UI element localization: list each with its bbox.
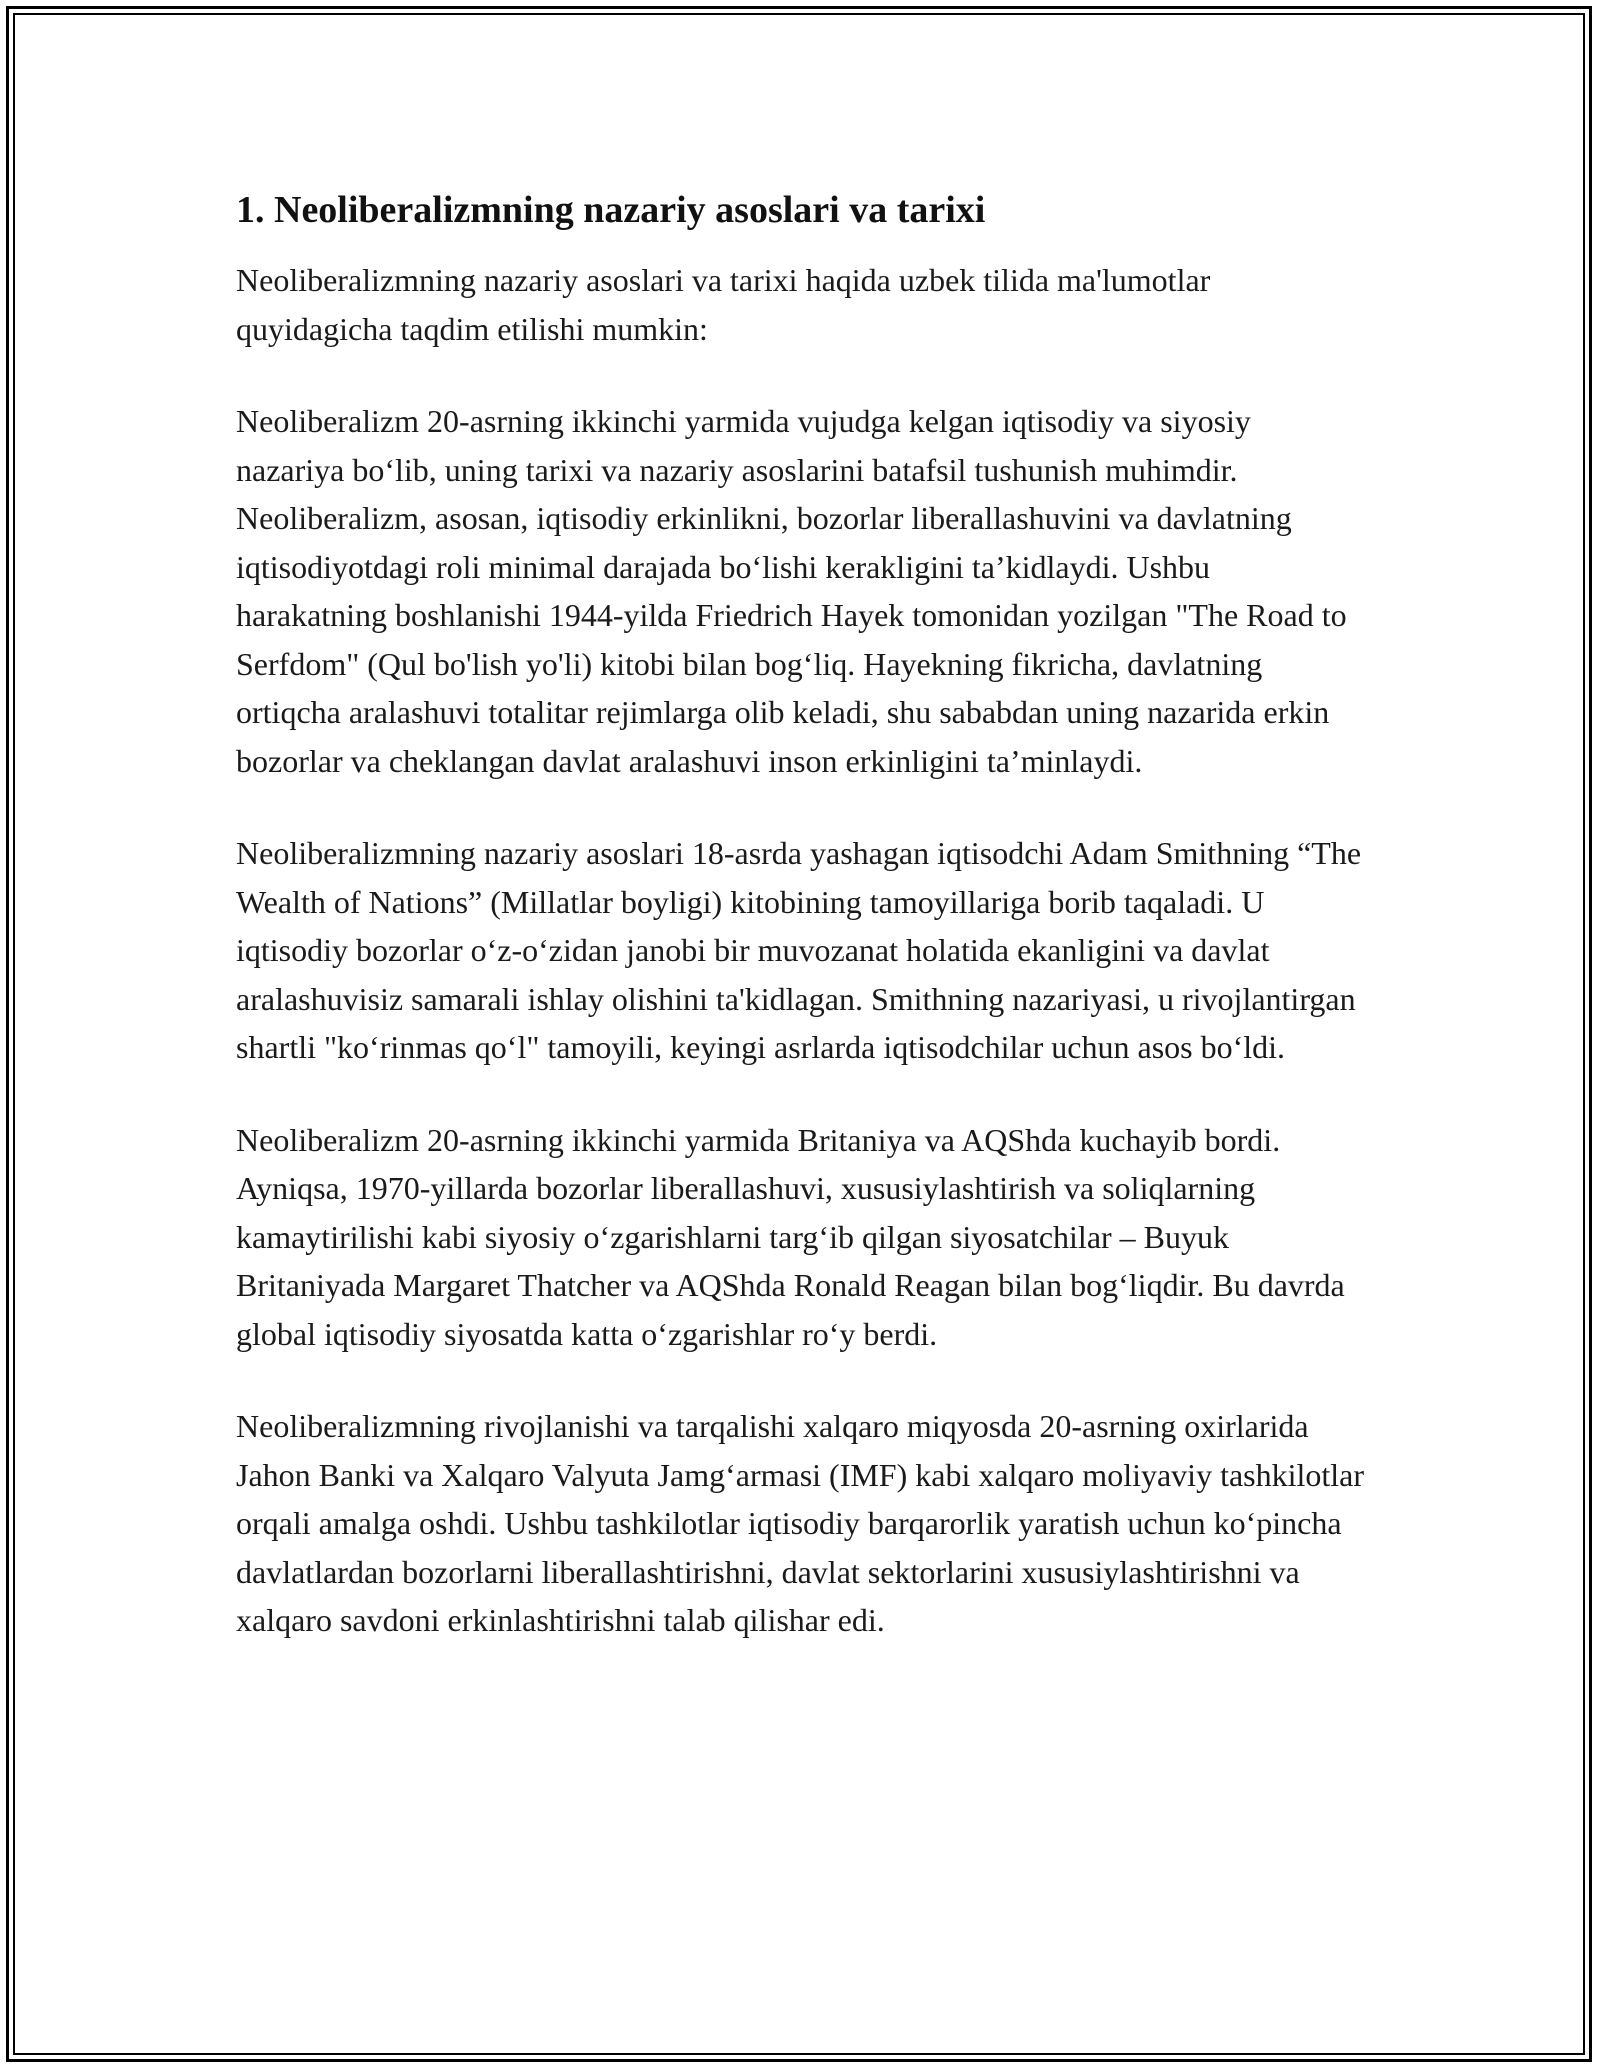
paragraph-international: Neoliberalizmning rivojlanishi va tarqalishi xalqaro miqyosda 20-asrning oxirlarida Jahon Banki va Xalqaro Valyuta Jamg‘armasi (IMF) kabi xalqaro moliyaviy tashkilotlar orqali amalga oshdi. Ushbu tashkilotlar iqtisodiy barqarorlik yaratish uchun ko‘pincha davlatlardan bozorlarni liberallashtirishni, davlat sektorlarini xususiylashtirishni va xalqaro savdoni erkinlashtirishni talab qilishar edi. <box>236 1408 1365 1638</box>
paragraph-hayek: Neoliberalizm 20-asrning ikkinchi yarmida vujudga kelgan iqtisodiy va siyosiy nazariya bo‘lib, uning tarixi va nazariy asoslarini batafsil tushunish muhimdir. Neoliberalizm, asosan, iqtisodiy erkinlikni, bozorlar liberallashuvini va davlatning iqtisodiyotdagi roli minimal darajada bo‘lishi kerakligini ta’kidlaydi. Ushbu harakatning boshlanishi 1944-yilda Friedrich Hayek tomonidan yozilgan "The Road to Serfdom" (Qul bo'lish yo'li) kitobi bilan bog‘liq. Hayekning fikricha, davlatning ortiqcha aralashuvi totalitar rejimlarga olib keladi, shu sababdan uning nazarida erkin bozorlar va cheklangan davlat aralashuvi inson erkinligini ta’minlaydi. <box>236 403 1347 779</box>
intro-paragraph: Neoliberalizmning nazariy asoslari va tarixi haqida uzbek tilida ma'lumotlar quyidagicha taqdim etilishi mumkin: <box>236 262 1211 347</box>
section-heading: 1. Neoliberalizmning nazariy asoslari va tarixi <box>236 189 986 231</box>
document-body <box>236 186 1366 1689</box>
paragraph-thatcher-reagan: Neoliberalizm 20-asrning ikkinchi yarmida Britaniya va AQShda kuchayib bordi. Ayniqsa, 1970-yillarda bozorlar liberallashuvi, xususiylashtirish va soliqlarning kamaytirilishi kabi siyosiy o‘zgarishlarni targ‘ib qilgan siyosatchilar – Buyuk Britaniyada Margaret Thatcher va AQShda Ronald Reagan bilan bog‘liqdir. Bu davrda global iqtisodiy siyosatda katta o‘zgarishlar ro‘y berdi. <box>236 1121 1345 1352</box>
paragraph-adam-smith: Neoliberalizmning nazariy asoslari 18-asrda yashagan iqtisodchi Adam Smithning “The Wealth of Nations” (Millatlar boyligi) kitobining tamoyillariga borib taqaladi. U iqtisodiy bozorlar o‘z-o‘zidan janobi bir muvozanat holatida ekanligini va davlat aralashuvisiz samarali ishlay olishini ta'kidlagan. Smithning nazariyasi, u rivojlantirgan shartli "ko‘rinmas qo‘l" tamoyili, keyingi asrlarda iqtisodchilar uchun asos bo‘ldi. <box>236 835 1362 1065</box>
